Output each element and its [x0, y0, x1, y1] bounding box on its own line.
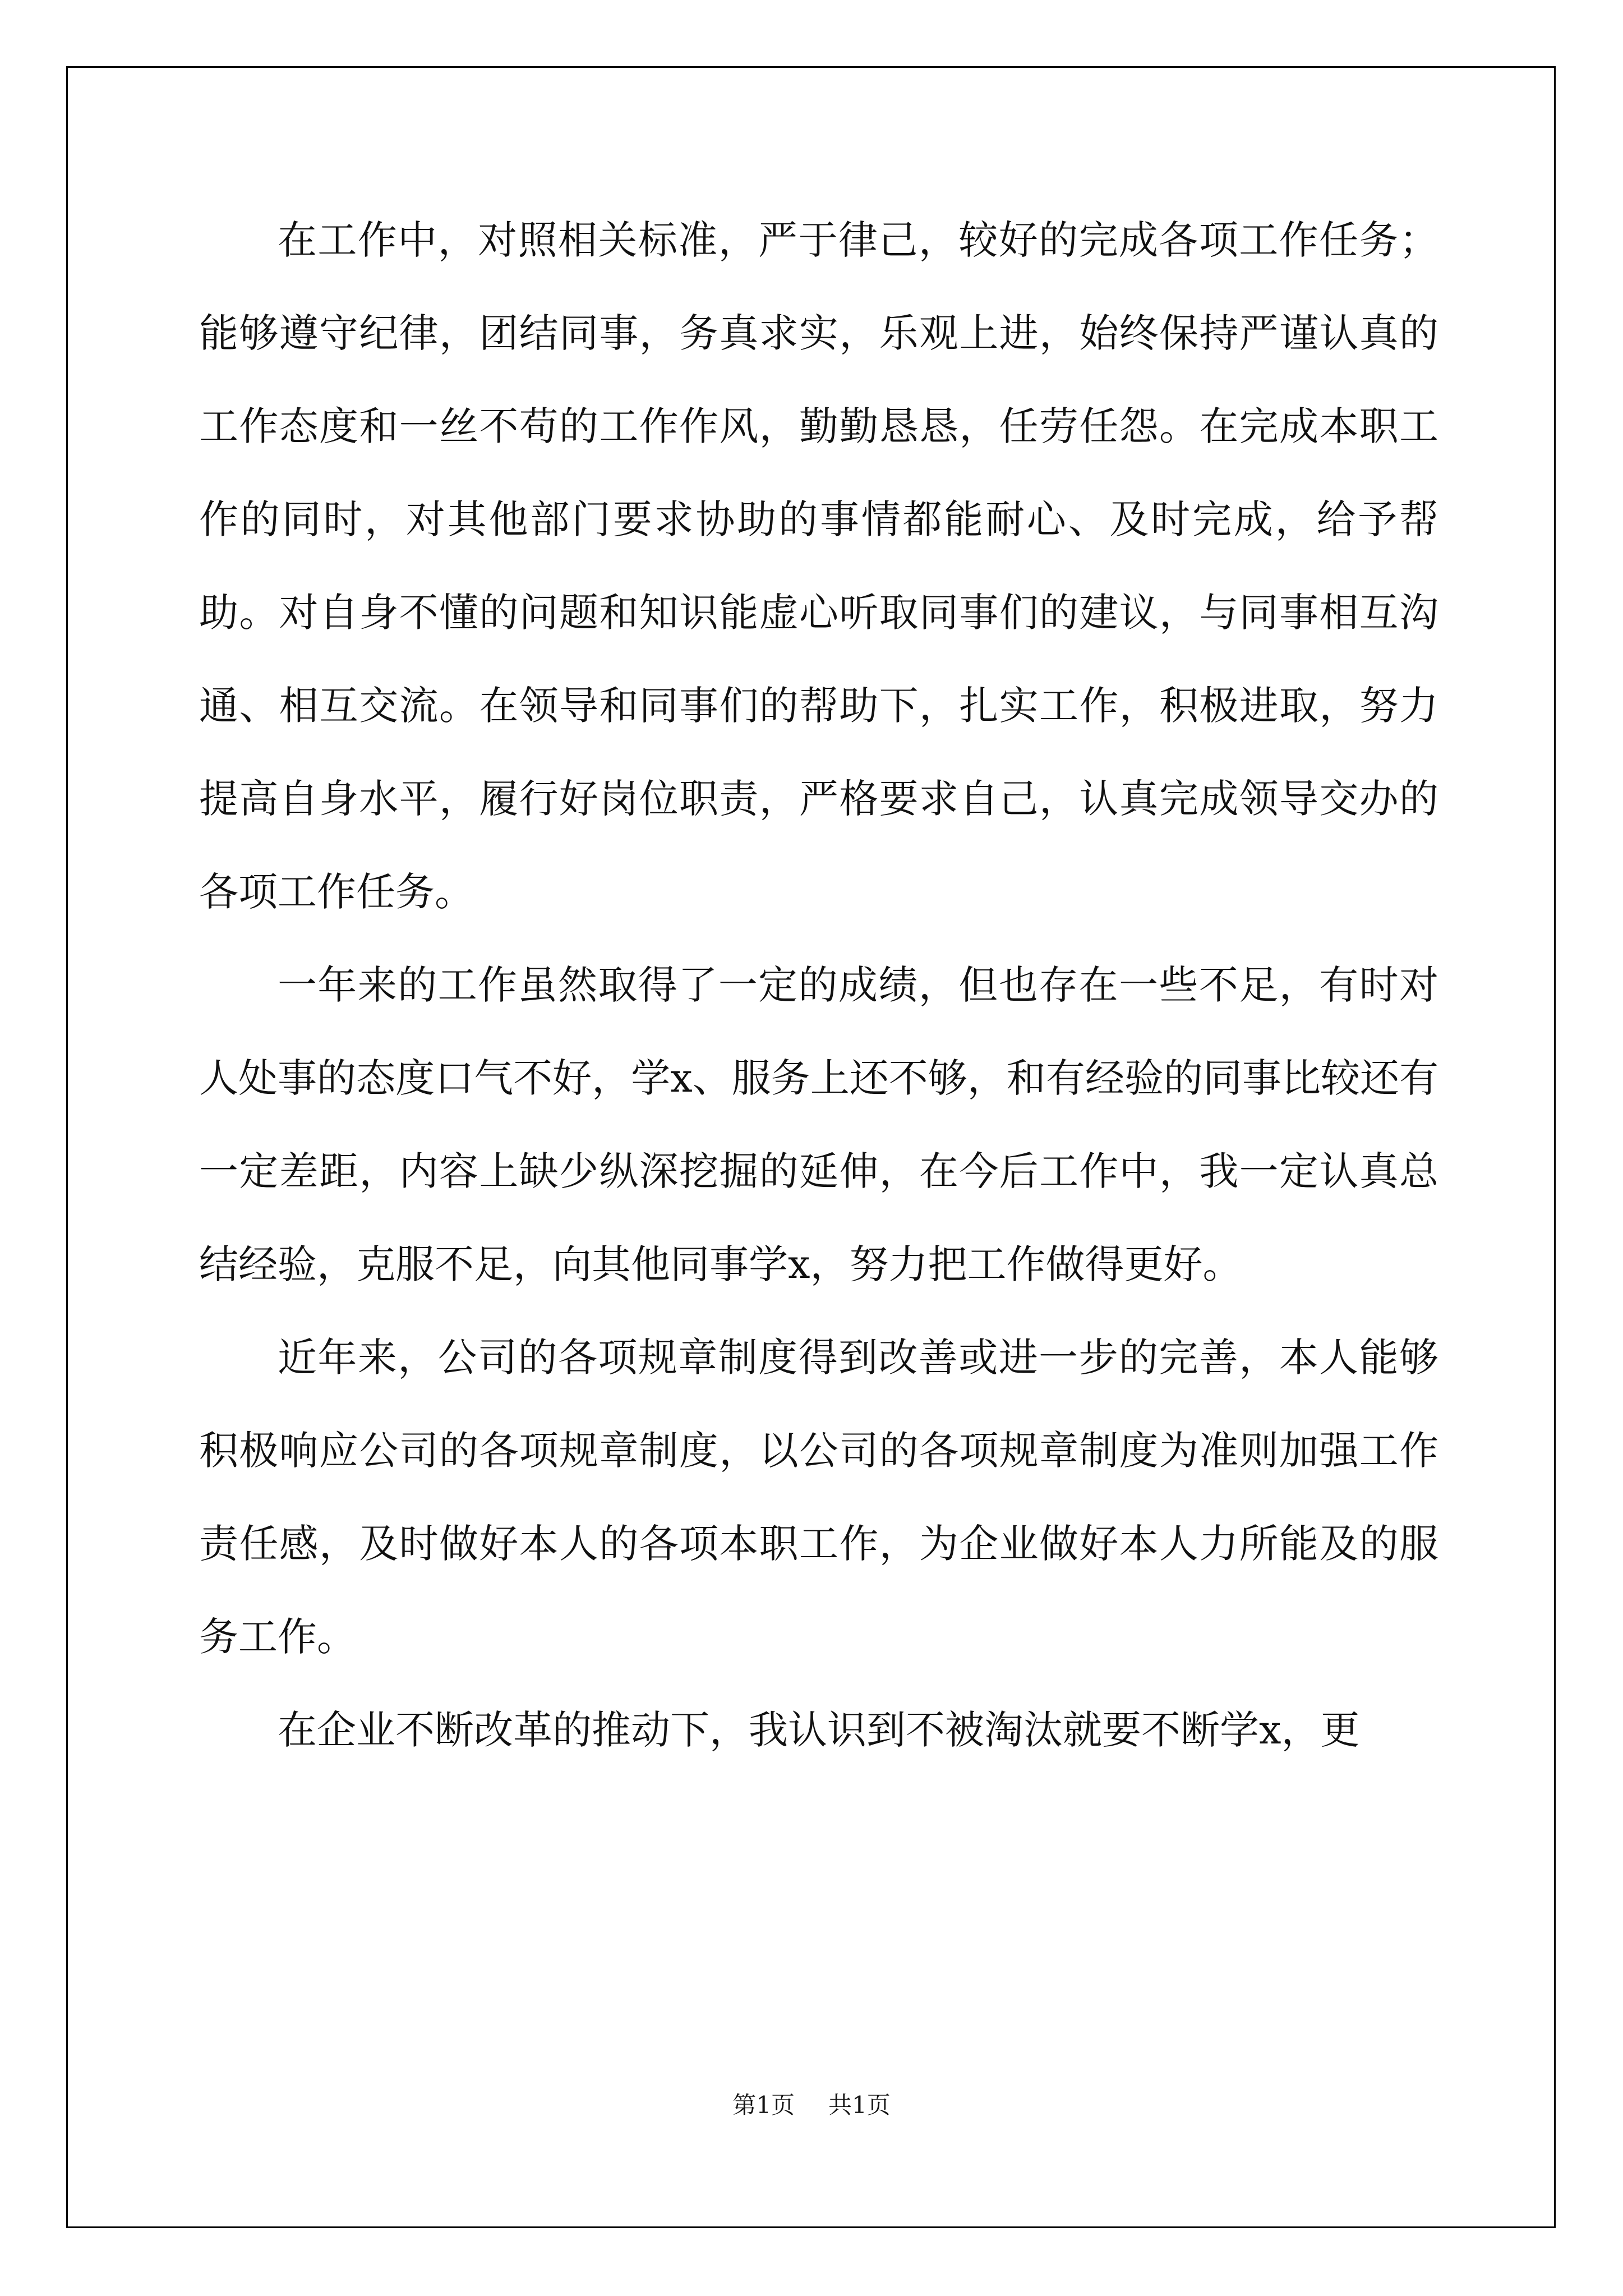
paragraph-2: 一年来的工作虽然取得了一定的成绩，但也存在一些不足，有时对人处事的态度口气不好，学x、服务上还不够，和有经验的同事比较还有一定差距，内容上缺少纵深挖掘的延伸，在今后工作中，我一定认真总结经验，克服不足，向其他同事学x，努力把工作做得更好。 — [199, 962, 1438, 1287]
page-number: 第1页 — [732, 2091, 795, 2119]
paragraph-1: 在工作中，对照相关标准，严于律己，较好的完成各项工作任务；能够遵守纪律，团结同事，务真求实，乐观上进，始终保持严谨认真的工作态度和一丝不苟的工作作风，勤勤恳恳，任劳任怨。在完成本职工作的同时，对其他部门要求协助的事情都能耐心、及时完成，给予帮助。对自身不懂的问题和知识能虚心听取同事们的建议，与同事相互沟通、相互交流。在领导和同事们的帮助下，扎实工作，积极进取，努力提高自身水平，履行好岗位职责，严格要求自己，认真完成领导交办的各项工作任务。 — [199, 217, 1438, 915]
page-total: 共1页 — [828, 2091, 891, 2119]
paragraph-4: 在企业不断改革的推动下，我认识到不被淘汰就要不断学x，更 — [278, 1707, 1360, 1753]
page-footer — [0, 2087, 1623, 2120]
paragraph-3: 近年来，公司的各项规章制度得到改善或进一步的完善，本人能够积极响应公司的各项规章制度，以公司的各项规章制度为准则加强工作责任感，及时做好本人的各项本职工作，为企业做好本人力所能及的服务工作。 — [199, 1335, 1438, 1660]
document-body — [199, 194, 1438, 1777]
